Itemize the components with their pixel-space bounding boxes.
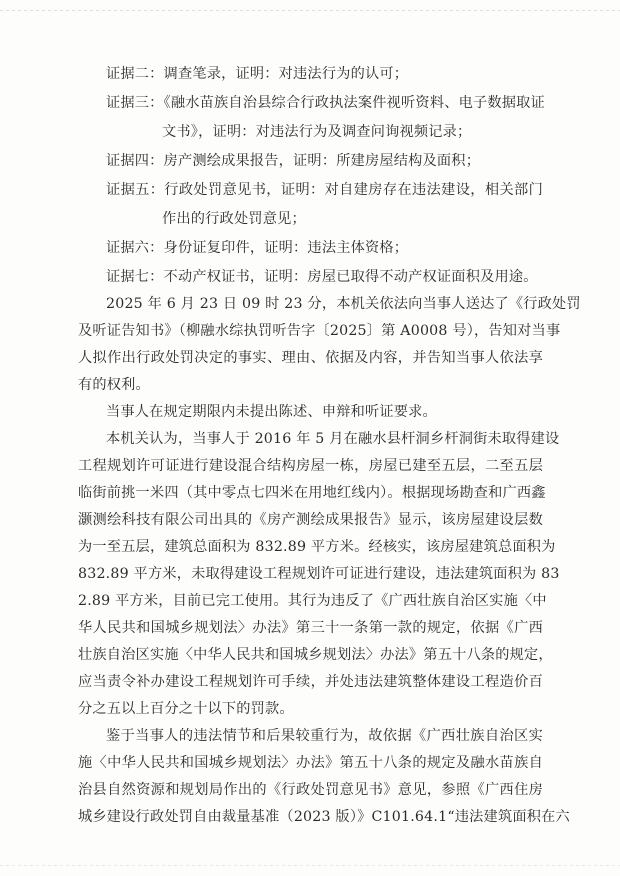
finding-para-line-6: 832.89 平方米，未取得建设工程规划许可证进行建设，违法建筑面积为 83 (78, 566, 560, 582)
evidence-7-line: 证据七：不动产权证书，证明：房屋已取得不动产权证面积及用途。 (106, 269, 538, 285)
notice-para-line-1: 2025 年 6 月 23 日 09 时 23 分，本机关依法向当事人送达了《行政处罚 (106, 296, 581, 312)
evidence-5-line-2: 作出的行政处罚意见； (162, 211, 306, 227)
evidence-5-line-1: 证据五：行政处罚意见书，证明：对自建房存在违法建设，相关部门 (106, 182, 543, 198)
bottom-scan-edge (0, 865, 620, 866)
finding-para-line-5: 为一至五层，建筑总面积为 832.89 平方米。经核实，该房屋建筑总面积为 (78, 539, 556, 555)
discretion-para-line-4: 城乡建设行政处罚自由裁量基准（2023 版）》C101.64.1“违法建筑面积在六 (78, 809, 570, 825)
finding-para-line-9: 壮族自治区实施〈中华人民共和国城乡规划法〉办法》第五十八条的规定， (78, 647, 553, 663)
notice-para-line-3: 人拟作出行政处罚决定的事实、理由、依据及内容，并告知当事人依法享 (78, 350, 543, 366)
discretion-para-line-3: 治县自然资源和规划局作出的《行政处罚意见书》意见，参照《广西住房 (78, 782, 543, 798)
evidence-3-line-2: 文书》，证明：对违法行为及调查问询视频记录； (162, 124, 472, 140)
discretion-para-line-2: 施〈中华人民共和国城乡规划法〉办法》第五十八条的规定及融水苗族自 (78, 755, 543, 771)
finding-para-line-3: 临街前挑一米四（其中零点七四米在用地红线内）。根据现场勘查和广西鑫 (78, 485, 546, 501)
finding-para-line-4: 灏测绘科技有限公司出具的《房产测绘成果报告》显示，该房屋建设层数 (78, 512, 543, 528)
evidence-6-line: 证据六：身份证复印件，证明：违法主体资格； (106, 240, 409, 256)
notice-para-line-2: 及听证告知书》（柳融水综执罚听告字〔2025〕第 A0008 号），告知对当事 (78, 323, 561, 339)
finding-para-line-2: 工程规划许可证进行建设混合结构房屋一栋，房屋已建至五层，二至五层 (78, 458, 543, 474)
finding-para-line-7: 2.89 平方米，目前已完工使用。其行为违反了《广西壮族自治区实施〈中 (78, 593, 547, 609)
finding-para-line-10: 应当责令补办建设工程规划许可手续，并处违法建筑整体建设工程造价百 (78, 674, 543, 690)
discretion-para-line-1: 鉴于当事人的违法情节和后果较重行为，故依据《广西壮族自治区实 (106, 728, 543, 744)
notice-para-line-4: 有的权利。 (78, 377, 150, 393)
finding-para-line-11: 分之五以上百分之十以下的罚款。 (78, 701, 294, 717)
finding-para-line-8: 华人民共和国城乡规划法〉办法》第三十一条第一款的规定，依据《广西 (78, 620, 543, 636)
evidence-4-line: 证据四：房产测绘成果报告，证明：所建房屋结构及面积； (106, 153, 481, 169)
finding-para-line-1: 本机关认为，当事人于 2016 年 5 月在融水县杆洞乡杆洞街未取得建设 (106, 431, 560, 447)
no-statement-line: 当事人在规定期限内未提出陈述、申辩和听证要求。 (106, 404, 437, 420)
evidence-3-line-1: 证据三：《融水苗族自治县综合行政执法案件视听资料、电子数据取证 (106, 95, 545, 111)
evidence-2-line: 证据二：调查笔录，证明：对违法行为的认可； (106, 66, 409, 82)
top-scan-edge (0, 10, 620, 11)
